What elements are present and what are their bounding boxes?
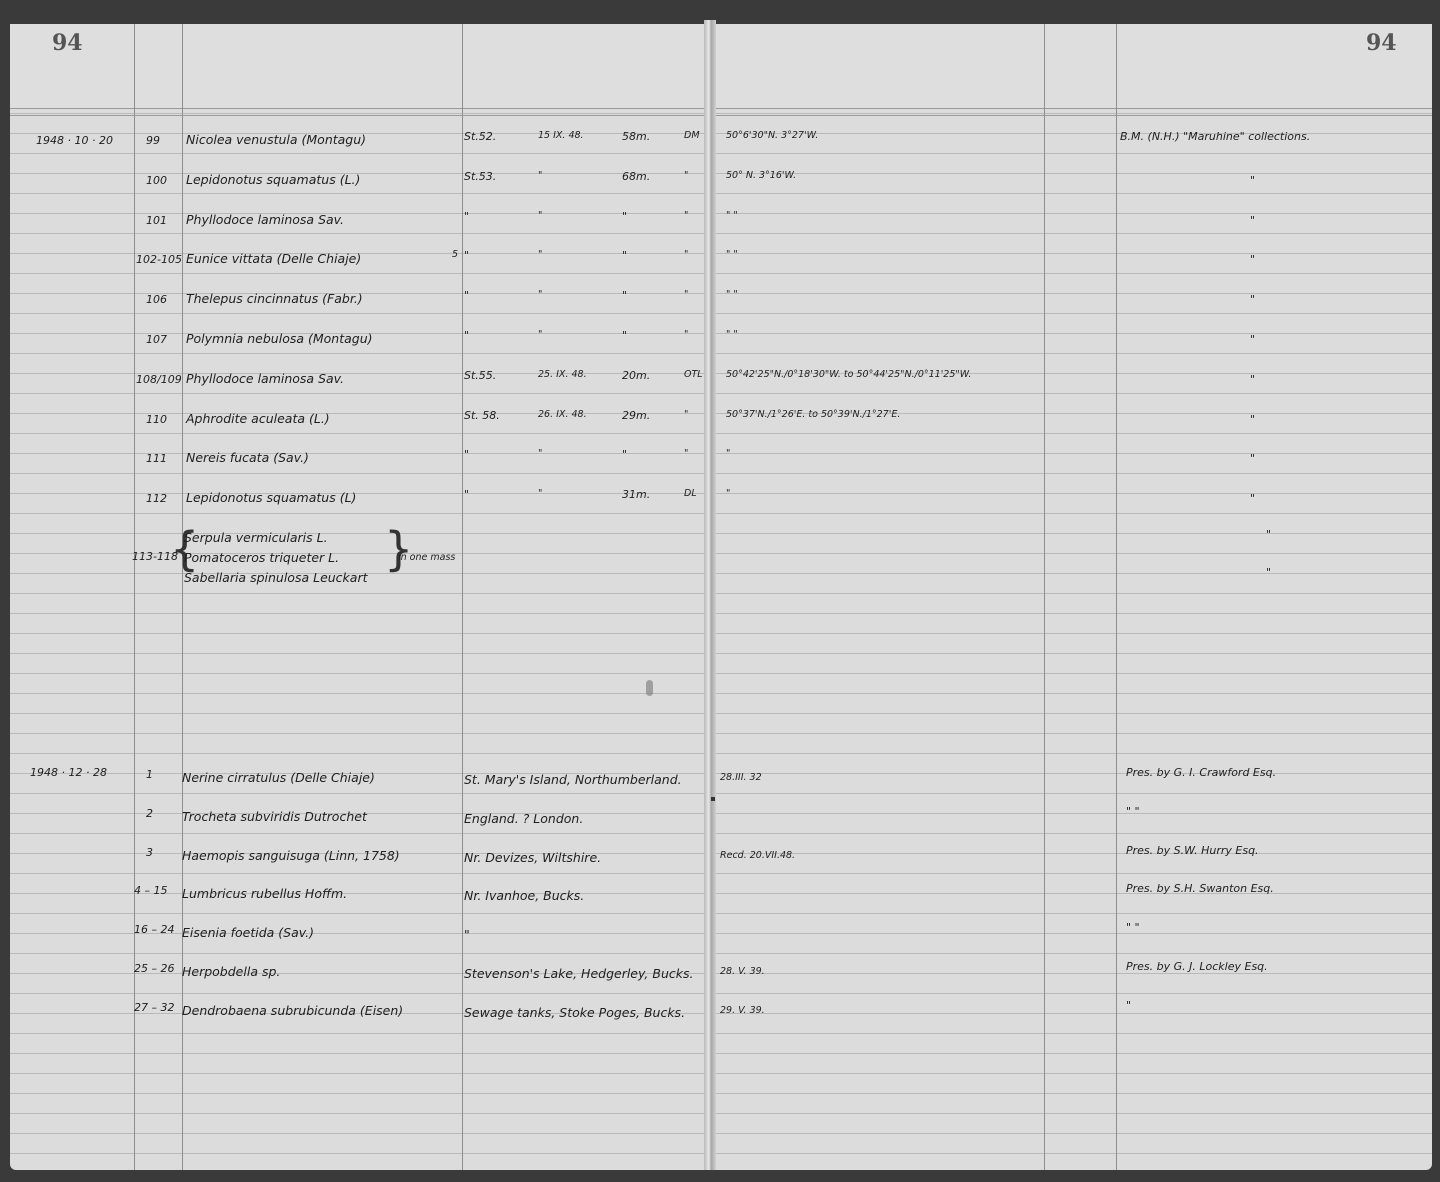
- locality: St. Mary's Island, Northumberland.: [464, 772, 682, 787]
- page-number-left: 94: [52, 30, 83, 56]
- right-page: [712, 24, 1432, 1170]
- gear: DL: [684, 488, 697, 500]
- position: 50°37'N./1°26'E. to 50°39'N./1°27'E.: [726, 408, 901, 420]
- column-rule: [462, 24, 463, 1170]
- remarks: Pres. by S.H. Swanton Esq.: [1126, 882, 1274, 896]
- remarks: Pres. by G. I. Crawford Esq.: [1126, 766, 1277, 779]
- species-name: Pomatoceros triqueter L.: [184, 550, 340, 565]
- position: 50°42'25"N./0°18'30"W. to 50°44'25"N./0°11'25"W.: [726, 368, 972, 380]
- column-rule: [134, 24, 135, 1170]
- species-name: Dendrobaena subrubicunda (Eisen): [182, 1002, 404, 1018]
- entry-number: 99: [146, 134, 160, 147]
- position: " ": [726, 249, 738, 261]
- collection-date: ": [538, 488, 543, 500]
- entry-number: 110: [146, 412, 167, 426]
- remarks: ": [1250, 293, 1256, 307]
- right-header-rule: [712, 108, 1432, 116]
- station: St.52.: [464, 130, 497, 143]
- remarks: " ": [1126, 804, 1140, 818]
- locality: Sewage tanks, Stoke Poges, Bucks.: [464, 1004, 686, 1020]
- left-header-rule: [10, 108, 710, 116]
- left-page: [10, 24, 710, 1170]
- collection-date: Recd. 20.VII.48.: [720, 849, 796, 861]
- depth: 31m.: [622, 488, 651, 502]
- collection-date: 28.III. 32: [720, 772, 762, 783]
- species-name: Eunice vittata (Delle Chiaje): [186, 251, 362, 267]
- collection-date: 28. V. 39.: [720, 966, 765, 977]
- position: " ": [726, 289, 738, 301]
- collection-date: ": [538, 448, 543, 460]
- entry-number: 106: [146, 293, 167, 307]
- position: ": [726, 448, 731, 460]
- species-name: Phyllodoce laminosa Sav.: [186, 370, 345, 386]
- depth: 58m.: [622, 130, 651, 143]
- station: St. 58.: [464, 408, 500, 422]
- collection-date: 26. IX. 48.: [538, 408, 587, 420]
- species-name: Nereis fucata (Sav.): [186, 450, 309, 466]
- depth: ": [622, 329, 628, 342]
- depth: ": [622, 289, 628, 303]
- species-name: Haemopis sanguisuga (Linn, 1758): [182, 847, 400, 863]
- station: ": [464, 289, 470, 303]
- gear: OTL: [684, 368, 703, 380]
- remarks: Pres. by S.W. Hurry Esq.: [1126, 843, 1259, 857]
- station: ": [464, 488, 470, 502]
- collection-date: ": [538, 249, 543, 261]
- entry-number: 113-118: [132, 550, 178, 563]
- right-header-band: [712, 24, 1432, 108]
- gear: ": [684, 408, 689, 420]
- position: 50°6'30"N. 3°27'W.: [726, 130, 819, 141]
- collection-date: ": [538, 169, 543, 181]
- entry-number: 102-105: [136, 253, 182, 267]
- specimen-count: 5: [452, 249, 459, 261]
- column-rule: [1116, 24, 1117, 1170]
- station: St.53.: [464, 169, 497, 183]
- page-number-right: 94: [1366, 30, 1397, 56]
- remarks: ": [1250, 412, 1256, 426]
- entry-number: 2: [146, 806, 153, 820]
- entry-date: 1948 · 10 · 20: [36, 134, 113, 147]
- entry-number: 112: [146, 492, 167, 506]
- collection-date: ": [538, 289, 543, 301]
- entry-number: 16 – 24: [134, 923, 175, 937]
- remarks: ": [1126, 998, 1132, 1012]
- column-rule: [182, 24, 183, 1170]
- entry-number: 111: [146, 452, 167, 466]
- left-brace: {: [170, 522, 200, 576]
- gear: ": [684, 448, 689, 460]
- remarks: ": [1250, 173, 1256, 187]
- collection-date: ": [538, 209, 543, 221]
- species-name: Lepidonotus squamatus (L.): [186, 171, 361, 187]
- species-name: Lepidonotus squamatus (L): [186, 490, 357, 506]
- entry-number: 3: [146, 845, 153, 859]
- book-gutter: [704, 20, 716, 1170]
- gear: ": [684, 209, 689, 221]
- left-header-band: [10, 24, 710, 108]
- depth: 29m.: [622, 408, 651, 422]
- species-name: Herpobdella sp.: [182, 964, 281, 979]
- remarks: ": [1250, 213, 1256, 227]
- remarks: ": [1250, 492, 1256, 506]
- remarks: B.M. (N.H.) "Maruhine" collections.: [1120, 130, 1311, 143]
- remarks: ": [1250, 253, 1256, 267]
- depth: ": [622, 448, 628, 462]
- remarks: ": [1266, 566, 1272, 579]
- station: ": [464, 448, 470, 462]
- species-name: Trocheta subviridis Dutrochet: [182, 808, 367, 824]
- collection-date: 29. V. 39.: [720, 1004, 765, 1016]
- entry-date: 1948 · 12 · 28: [30, 766, 107, 779]
- ink-smudge: [646, 680, 653, 696]
- entry-number: 27 – 32: [134, 1000, 175, 1014]
- locality: ": [464, 927, 470, 943]
- species-name: Thelepus cincinnatus (Fabr.): [186, 291, 363, 307]
- locality: Nr. Devizes, Wiltshire.: [464, 849, 602, 865]
- locality: Nr. Ivanhoe, Bucks.: [464, 888, 585, 904]
- column-rule: [1044, 24, 1045, 1170]
- station: ": [464, 209, 470, 223]
- position: " ": [726, 329, 738, 340]
- species-name: Nicolea venustula (Montagu): [186, 132, 367, 147]
- entry-number: 25 – 26: [134, 962, 175, 975]
- ink-mark: [711, 797, 715, 801]
- remarks: ": [1250, 333, 1256, 346]
- locality: Stevenson's Lake, Hedgerley, Bucks.: [464, 966, 694, 981]
- depth: 68m.: [622, 169, 651, 183]
- species-name: Serpula vermicularis L.: [184, 530, 328, 545]
- position: ": [726, 488, 731, 500]
- entry-number: 4 – 15: [134, 884, 168, 898]
- entry-number: 107: [146, 333, 167, 346]
- remarks: ": [1250, 452, 1256, 466]
- collection-date: 15 IX. 48.: [538, 130, 584, 141]
- species-name: Eisenia foetida (Sav.): [182, 925, 314, 941]
- species-name: Sabellaria spinulosa Leuckart: [184, 570, 368, 585]
- group-note: in one mass: [398, 552, 456, 563]
- collection-date: ": [538, 329, 543, 340]
- position: " ": [726, 209, 738, 221]
- entry-number: 101: [146, 213, 167, 227]
- entry-number: 108/109: [136, 372, 182, 386]
- depth: ": [622, 249, 628, 263]
- species-name: Polymnia nebulosa (Montagu): [186, 331, 373, 346]
- station: ": [464, 249, 470, 263]
- depth: 20m.: [622, 368, 651, 382]
- depth: ": [622, 209, 628, 223]
- gear: ": [684, 289, 689, 301]
- entry-number: 100: [146, 173, 167, 187]
- remarks: ": [1250, 372, 1256, 386]
- gear: ": [684, 249, 689, 261]
- entry-number: 1: [146, 768, 153, 781]
- gear: ": [684, 329, 689, 340]
- remarks: Pres. by G. J. Lockley Esq.: [1126, 960, 1268, 973]
- right-brace: }: [384, 522, 414, 576]
- collection-date: 25. IX. 48.: [538, 368, 587, 380]
- species-name: Lumbricus rubellus Hoffm.: [182, 886, 348, 902]
- gear: DM: [684, 130, 700, 141]
- species-name: Phyllodoce laminosa Sav.: [186, 211, 345, 227]
- station: ": [464, 329, 470, 342]
- station: St.55.: [464, 368, 497, 382]
- position: 50° N. 3°16'W.: [726, 169, 797, 181]
- locality: England. ? London.: [464, 810, 584, 826]
- remarks: ": [1266, 528, 1272, 541]
- species-name: Nerine cirratulus (Delle Chiaje): [182, 770, 375, 785]
- remarks: " ": [1126, 921, 1140, 935]
- species-name: Aphrodite aculeata (L.): [186, 410, 330, 426]
- gear: ": [684, 169, 689, 181]
